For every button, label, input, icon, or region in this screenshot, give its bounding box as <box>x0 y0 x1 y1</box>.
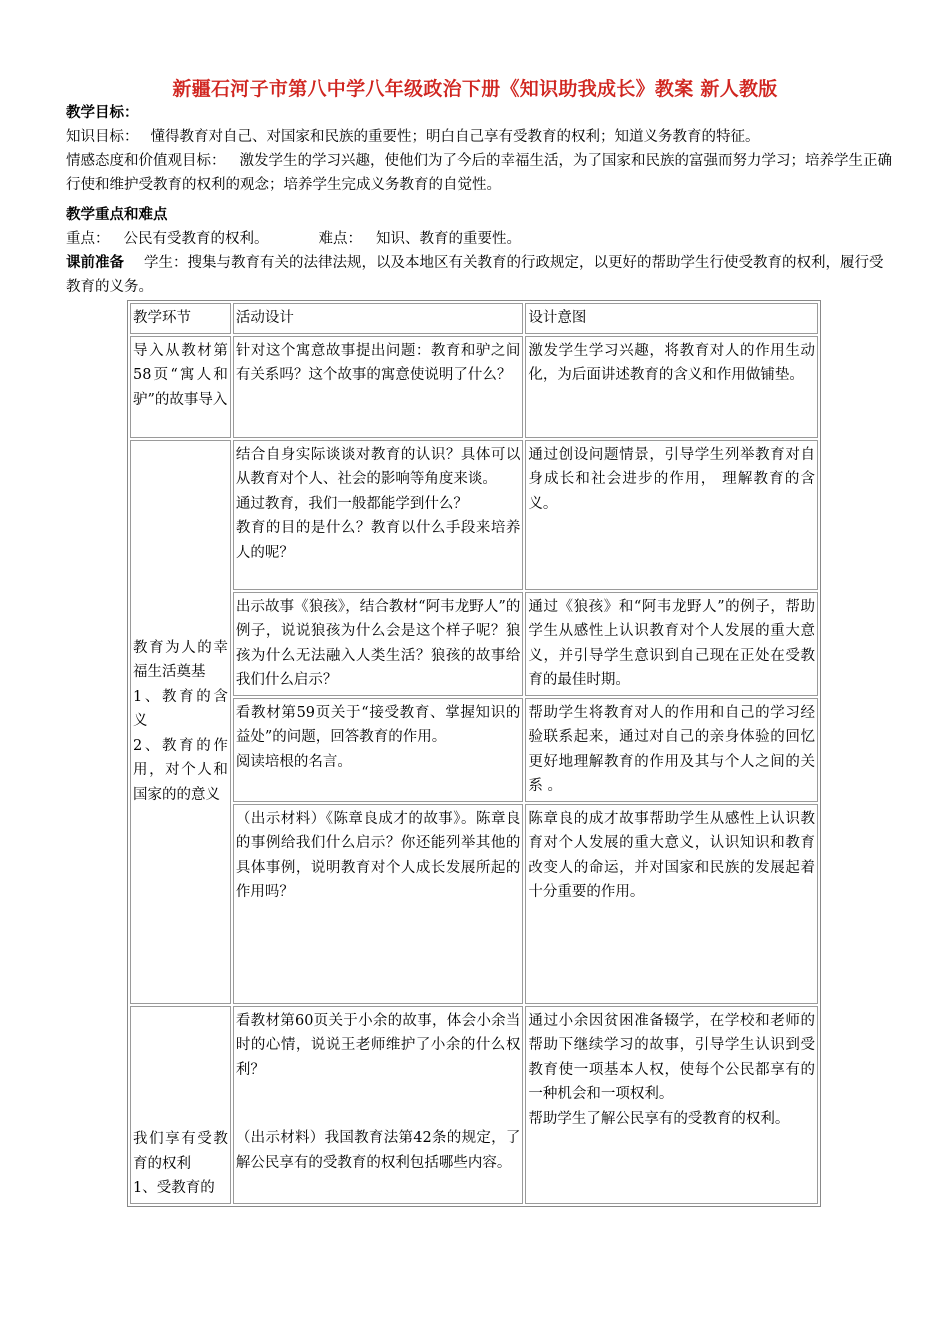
section2-activity-2: 出示故事《狼孩》，结合教材“阿韦龙野人”的例子，说说狼孩为什么会是这个样子呢？狼孩为什么无法融入人类生活？狼孩的故事给我们什么启示？ <box>233 592 524 696</box>
section3-stage <box>130 1006 231 1204</box>
section2-intent-2: 通过《狼孩》和“阿韦龙野人”的例子，帮助学生从感性上认识教育对个人发展的重大意义，并引导学生意识到自己现在正处在受教育的最佳时期。 <box>525 592 818 696</box>
intent-line: 帮助学生了解公民享有的受教育的权利。 <box>528 1110 790 1127</box>
section2-stage-title: 教育为人的幸福生活奠基 <box>133 639 228 681</box>
section2-intent-4: 陈章良的成才故事帮助学生从感性上认识教育对个人发展的重大意义，认识知识和教育改变人的命运，并对国家和民族的发展起着十分重要的作用。 <box>525 804 818 1004</box>
intent-line: 通过小余因贫困准备辍学，在学校和老师的帮助下继续学习的故事，引导学生认识到受教育使一项基本人权，使每个公民都享有的一种机会和一项权利。 <box>528 1012 815 1102</box>
intro-activity: 针对这个寓意故事提出问题：教育和驴之间有关系吗？这个故事的寓意使说明了什么？ <box>233 336 524 438</box>
section2-stage-item1: 1、教育的含义 <box>133 688 228 730</box>
section2-stage <box>130 440 231 1004</box>
emotion-objective-text: 激发学生的学习兴趣，使他们为了今后的幸福生活，为了国家和民族的富强而努力学习；培养学生正确行使和维护受教育的权利的观念；培养学生完成义务教育的自觉性。 <box>66 153 892 193</box>
section2-activity-4: （出示材料）《陈章良成才的故事》。陈章良的事例给我们什么启示？你还能列举其他的具体事例，说明教育对个人成长发展所起的作用吗？ <box>233 804 524 1004</box>
table-row <box>130 804 818 1004</box>
difficult-label: 难点： <box>318 231 362 247</box>
section2-intent-3: 帮助学生将教育对人的作用和自己的学习经验联系起来，通过对自己的亲身体验的回忆更好地理解教育的作用及其与个人之间的关系 。 <box>525 698 818 802</box>
table-header-row <box>130 303 818 334</box>
table-row-intro <box>130 336 818 438</box>
key-points-heading-text: 教学重点和难点 <box>66 207 168 223</box>
knowledge-objective-label: 知识目标： <box>66 129 139 145</box>
table-row <box>130 440 818 590</box>
key-points-line <box>66 227 896 251</box>
emotion-objective-label: 情感态度和价值观目标： <box>66 153 226 169</box>
key-points-heading <box>66 203 896 227</box>
lesson-plan-table <box>127 300 821 1207</box>
section2-stage-item2: 2、教育的作用，对个人和国家的的意义 <box>133 737 228 803</box>
activity-line: （出示材料）我国教育法第42条的规定，了解公民享有的受教育的权利包括哪些内容。 <box>235 1130 521 1171</box>
objectives-heading-text: 教学目标： <box>66 105 139 121</box>
header-stage: 教学环节 <box>130 303 231 334</box>
knowledge-objective-text: 懂得教育对自己、对国家和民族的重要性；明白自己享有受教育的权利；知道义务教育的特征。 <box>150 129 760 145</box>
section3-intent <box>525 1006 818 1204</box>
preparation-text: 学生：搜集与教育有关的法律法规，以及本地区有关教育的行政规定，以更好的帮助学生行使受教育的权利，履行受教育的义务。 <box>66 255 884 295</box>
preparation-heading: 课前准备 <box>66 255 124 271</box>
key-label: 重点： <box>66 231 110 247</box>
table-row <box>130 592 818 696</box>
table-row <box>130 698 818 802</box>
activity-line: 通过教育，我们一般都能学到什么？ <box>235 495 468 512</box>
header-activity: 活动设计 <box>233 303 524 334</box>
spacer <box>236 1082 521 1126</box>
activity-line: 阅读培根的名言。 <box>235 753 352 770</box>
activity-line: 看教材第60页关于小余的故事，体会小余当时的心情，说说王老师维护了小余的什么权利？ <box>235 1012 521 1078</box>
emotion-objective <box>66 149 896 197</box>
document-title: 新疆石河子市第八中学八年级政治下册《知识助我成长》教案 新人教版 <box>172 78 778 100</box>
section2-activity-3 <box>233 698 524 802</box>
section3-activity <box>233 1006 524 1204</box>
activity-line: 看教材第59页关于“接受教育、掌握知识的益处”的问题，回答教育的作用。 <box>235 704 521 745</box>
key-text: 公民有受教育的权利。 <box>123 231 269 247</box>
section2-intent-1: 通过创设问题情景，引导学生列举教育对自身成长和社会进步的作用， 理解教育的含义。 <box>525 440 818 590</box>
section3-stage-item1: 1、受教育的 <box>133 1180 215 1196</box>
intro-stage: 导入从教材第58页“寓人和驴”的故事导入 <box>130 336 231 438</box>
intro-intent: 激发学生学习兴趣，将教育对人的作用生动化，为后面讲述教育的含义和作用做铺垫。 <box>525 336 818 438</box>
section3-stage-title: 我们享有受教育的权利 <box>133 1131 228 1172</box>
header-intent: 设计意图 <box>525 303 818 334</box>
objectives-heading <box>66 101 896 125</box>
table-row <box>130 1006 818 1204</box>
section2-activity-1 <box>233 440 524 590</box>
activity-line: 教育的目的是什么？教育以什么手段来培养人的呢？ <box>235 520 521 561</box>
knowledge-objective <box>66 125 896 149</box>
activity-line: 结合自身实际谈谈对教育的认识？具体可以从教育对个人、社会的影响等角度来谈。 <box>235 446 521 487</box>
preparation <box>66 251 896 299</box>
difficult-text: 知识、教育的重要性。 <box>376 231 521 247</box>
